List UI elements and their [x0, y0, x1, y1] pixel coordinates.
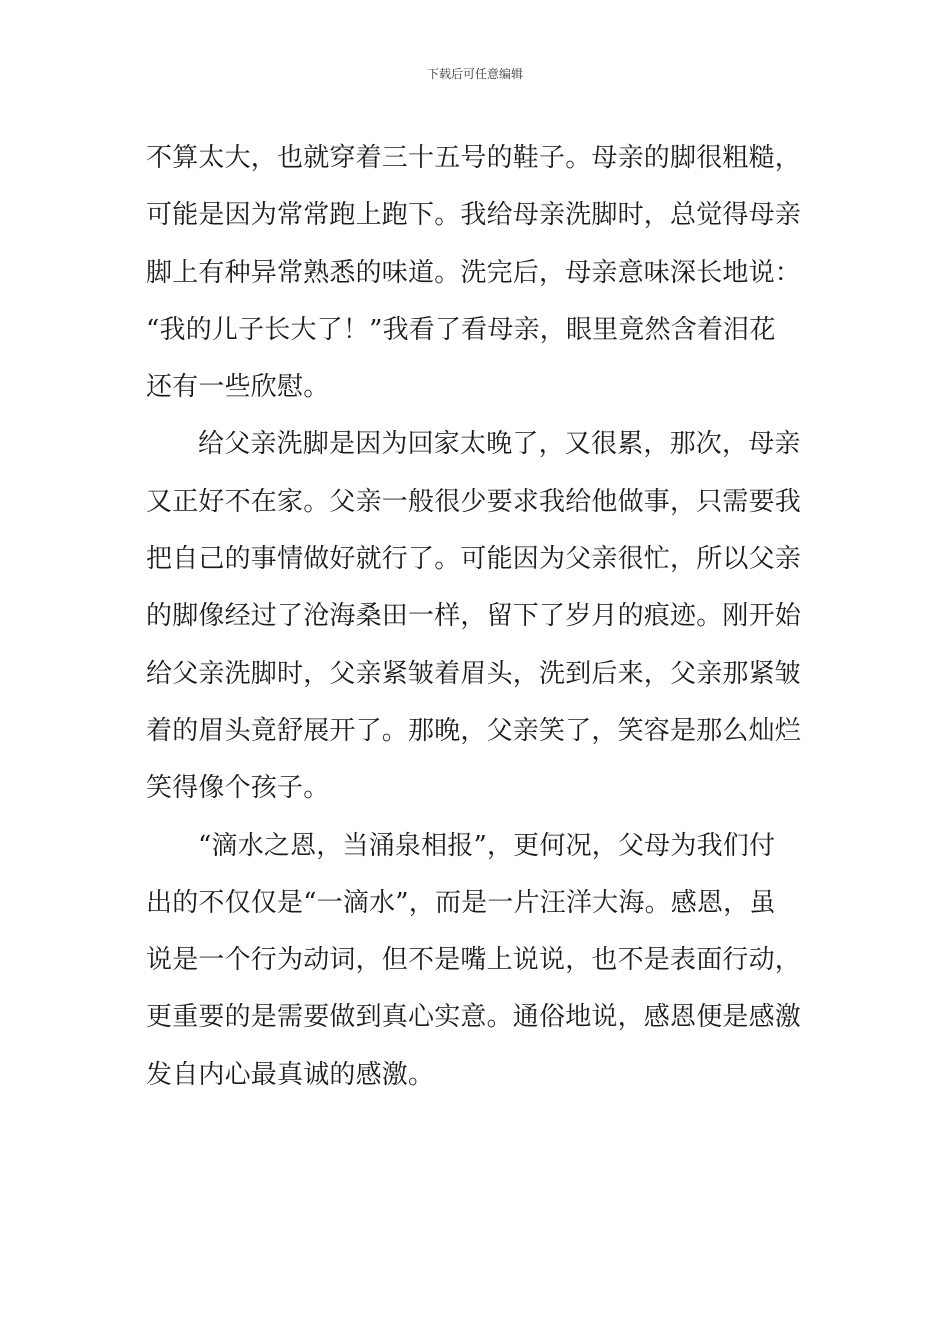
text-line: 给父亲洗脚是因为回家太晚了，又很累，那次，母亲 — [198, 429, 801, 460]
text-line: “滴水之恩，当涌泉相报”，更何况，父母为我们付 — [198, 830, 776, 861]
page-header: 下载后可任意编辑 — [426, 67, 523, 81]
text-line: “我的儿子长大了！”我看了看母亲，眼里竟然含着泪花 — [146, 314, 776, 345]
paragraph-2 — [146, 416, 816, 817]
text-line: 不算太大，也就穿着三十五号的鞋子。母亲的脚很粗糙， — [146, 143, 802, 173]
text-line: 更重要的是需要做到真心实意。通俗地说，感恩便是感激 — [146, 1002, 802, 1033]
text-line: 可能是因为常常跑上跑下。我给母亲洗脚时，总觉得母亲 — [146, 200, 802, 231]
text-line: 脚上有种异常熟悉的味道。洗完后，母亲意味深长地说： — [146, 257, 802, 288]
text-line: 把自己的事情做好就行了。可能因为父亲很忙，所以父亲 — [146, 544, 802, 575]
text-line: 给父亲洗脚时，父亲紧皱着眉头，洗到后来，父亲那紧皱 — [146, 658, 802, 689]
paragraph-1 — [146, 130, 816, 416]
document-body — [146, 130, 816, 1104]
text-line: 说是一个行为动词，但不是嘴上说说，也不是表面行动， — [146, 945, 802, 976]
text-line: 的脚像经过了沧海桑田一样，留下了岁月的痕迹。刚开始 — [146, 601, 802, 632]
text-line: 又正好不在家。父亲一般很少要求我给他做事，只需要我 — [146, 486, 802, 517]
paragraph-3 — [146, 818, 816, 1104]
text-line: 着的眉头竟舒展开了。那晚，父亲笑了，笑容是那么灿烂 — [146, 715, 802, 746]
text-line: 还有一些欣慰。 — [146, 372, 330, 403]
text-line: 出的不仅仅是“一滴水”，而是一片汪洋大海。感恩，虽 — [146, 887, 776, 918]
text-line: 发自内心最真诚的感激。 — [146, 1059, 435, 1090]
text-line: 笑得像个孩子。 — [146, 773, 330, 804]
